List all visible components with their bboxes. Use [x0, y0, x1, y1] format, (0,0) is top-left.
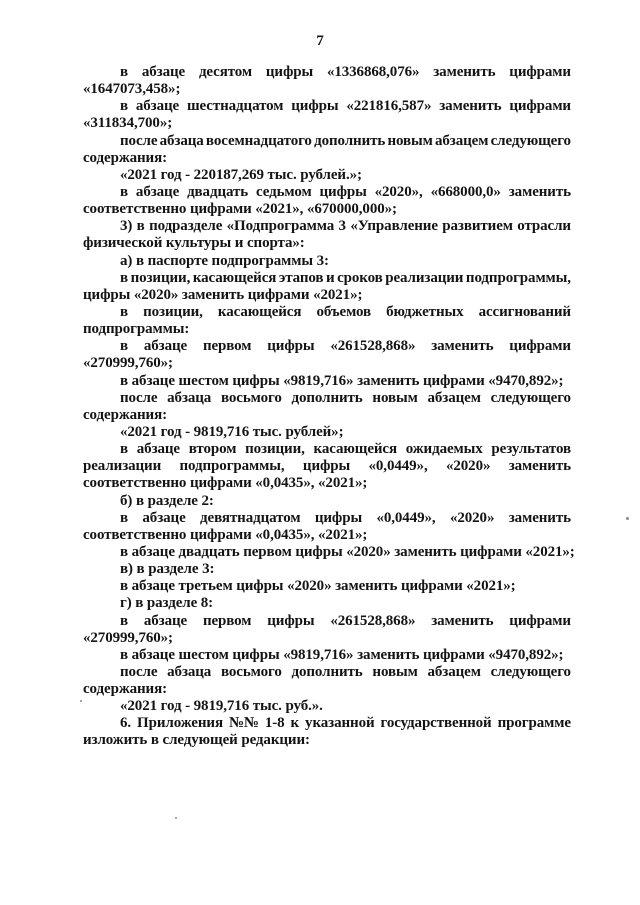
word: государственной [380, 715, 492, 732]
text-line [83, 338, 571, 355]
word: седьмом [256, 183, 312, 200]
text-line: соответственно цифрами «0,0435», «2021»; [83, 475, 368, 492]
page-number: 7 [316, 33, 324, 49]
word: после [120, 663, 158, 680]
scan-speck [175, 817, 177, 819]
scan-speck [626, 517, 629, 520]
word: заменить [431, 612, 494, 629]
word: объемов [316, 303, 372, 320]
text-line: «311834,700»; [83, 115, 173, 132]
word: следующего [490, 663, 571, 680]
word: заменить [508, 458, 571, 475]
word: позиции, [143, 303, 203, 320]
word: 6. [120, 715, 132, 732]
word: позиции, [245, 441, 305, 458]
text-line [83, 304, 571, 321]
word: указанной [305, 715, 375, 732]
word: восьмого [220, 389, 282, 406]
text-line: г) в разделе 8: [120, 595, 214, 612]
text-line: соответственно цифрами «0,0435», «2021»; [83, 526, 368, 543]
word: сроков [337, 269, 383, 286]
word: отрасли [517, 218, 571, 235]
word: заменить [433, 64, 496, 80]
text-line: а) в паспорте подпрограммы 3: [120, 252, 329, 269]
text-line: соответственно цифрами «2021», «670000,000»; [83, 201, 397, 218]
word: цифры [314, 509, 363, 526]
word: подпрограммы, [179, 458, 285, 475]
word: «0,0449», [376, 509, 436, 526]
text-line [83, 715, 571, 732]
word: шестнадцатом [186, 98, 284, 115]
word: реализации [83, 458, 162, 475]
word: «2020» [445, 458, 491, 475]
word: ожидаемых [405, 441, 483, 458]
word: бюджетных [386, 303, 464, 320]
word: развитием [442, 218, 513, 235]
word: в [120, 509, 129, 526]
text-line: «2021 год - 9819,716 тыс. рублей»; [120, 423, 344, 440]
word: №№ [228, 715, 259, 732]
word: Приложения [137, 715, 223, 732]
word: заменить [439, 98, 502, 115]
word: цифрами [509, 64, 571, 80]
word: «668000,0» [430, 183, 501, 200]
text-line [83, 613, 571, 630]
word: восемнадцатого [205, 132, 312, 149]
word: новым [372, 663, 418, 680]
word: абзаце [143, 338, 188, 355]
word: цифры [319, 183, 367, 200]
word: после [120, 389, 158, 406]
text-line: в абзаце двадцать первом цифры «2020» заменить цифрами «2021»; [120, 543, 575, 560]
word: в [120, 303, 129, 320]
word: абзацем [427, 663, 481, 680]
text-line: подпрограммы: [83, 321, 190, 338]
text-line: в) в разделе 3: [120, 561, 215, 578]
scan-speck [80, 700, 82, 702]
text-line: физической культуры и спорта»: [83, 235, 305, 252]
text-line [83, 458, 571, 475]
word: абзаце [135, 98, 180, 115]
text-line: «2021 год - 9819,716 тыс. руб.». [120, 698, 323, 715]
text-line: «270999,760»; [83, 629, 173, 646]
word: 3 [338, 218, 346, 235]
word: подразделе [149, 218, 223, 235]
text-line [83, 270, 571, 287]
word: цифры [302, 458, 351, 475]
text-line [83, 664, 571, 681]
word: в [136, 218, 145, 235]
word: новым [372, 389, 418, 406]
word: абзаца [167, 663, 212, 680]
text-line: содержания: [83, 681, 167, 698]
text-line [83, 441, 571, 458]
word: первом [202, 338, 252, 355]
text-line: изложить в следующей редакции: [83, 732, 310, 749]
text-line [83, 218, 571, 235]
word: касающейся [313, 441, 397, 458]
word: следующего [490, 132, 571, 149]
word: в [120, 338, 129, 355]
text-line [83, 390, 571, 407]
word: следующего [490, 389, 571, 406]
text-line: б) в разделе 2: [120, 492, 214, 509]
word: абзаца [159, 132, 204, 149]
word: цифрами [509, 98, 571, 115]
text-line: содержания: [83, 406, 167, 423]
word: в [120, 269, 129, 286]
word: абзаца [167, 389, 212, 406]
word: абзаце [141, 64, 186, 80]
word: ассигнований [478, 303, 571, 320]
text-line: «1647073,458»; [83, 81, 181, 98]
word: цифры [265, 64, 314, 80]
word: этапов [278, 269, 324, 286]
word: «0,0449», [368, 458, 428, 475]
text-line: цифры «2020» заменить цифрами «2021»; [83, 286, 363, 303]
word: в [120, 612, 129, 629]
word: дополнить [291, 663, 363, 680]
text-line: в абзаце третьем цифры «2020» заменить цифрами «2021»; [120, 578, 516, 595]
word: «221816,587» [346, 98, 432, 115]
word: «2020», [374, 183, 423, 200]
word: заменить [508, 509, 571, 526]
word: цифрами [509, 612, 571, 629]
word: девятнадцатом [200, 509, 301, 526]
word: касающейся [192, 269, 277, 286]
word: «1336868,076» [326, 64, 420, 80]
text-line: в абзаце шестом цифры «9819,716» заменить цифрами «9470,892»; [120, 372, 564, 389]
text-line [83, 510, 571, 527]
word: абзаце [142, 509, 186, 526]
word: абзацем [427, 389, 481, 406]
text-line [83, 64, 571, 81]
word: цифры [267, 612, 315, 629]
word: первом [202, 612, 252, 629]
word: к [290, 715, 300, 732]
word: в [120, 183, 129, 200]
text-line [83, 98, 571, 115]
word: «261528,868» [330, 338, 416, 355]
word: новым [387, 132, 433, 149]
word: реализации [385, 269, 464, 286]
word: цифрами [509, 338, 571, 355]
text-line: «270999,760»; [83, 355, 173, 372]
word: заменить [431, 338, 494, 355]
word: 1-8 [264, 715, 285, 732]
word: позиции, [130, 269, 191, 286]
word: втором [188, 441, 237, 458]
text-line: содержания: [83, 149, 167, 166]
word: цифры [267, 338, 315, 355]
text-line [83, 133, 571, 150]
word: «261528,868» [330, 612, 416, 629]
word: дополнить [314, 132, 386, 149]
word: «2020» [449, 509, 495, 526]
word: восьмого [220, 663, 282, 680]
document-body [83, 64, 575, 750]
word: 3) [120, 218, 133, 235]
word: заменить [508, 183, 571, 200]
word: десятом [198, 64, 253, 80]
word: в [120, 98, 129, 115]
word: касающейся [217, 303, 302, 320]
word: в [120, 441, 129, 458]
word: результатов [491, 441, 571, 458]
text-line [83, 184, 571, 201]
text-line: «2021 год - 220187,269 тыс. рублей.»; [120, 166, 362, 183]
word: подпрограммы, [465, 269, 571, 286]
word: в [120, 64, 129, 80]
word: «Подпрограмма [226, 218, 335, 235]
word: абзаце [143, 612, 188, 629]
word: абзаце [135, 183, 180, 200]
word: дополнить [291, 389, 363, 406]
word: после [120, 132, 158, 149]
word: программе [497, 715, 571, 732]
word: и [325, 269, 335, 286]
word: абзаце [136, 441, 180, 458]
word: абзацем [435, 132, 489, 149]
word: двадцать [187, 183, 249, 200]
word: «Управление [350, 218, 438, 235]
text-line: в абзаце шестом цифры «9819,716» заменить цифрами «9470,892»; [120, 646, 564, 663]
word: цифры [291, 98, 339, 115]
